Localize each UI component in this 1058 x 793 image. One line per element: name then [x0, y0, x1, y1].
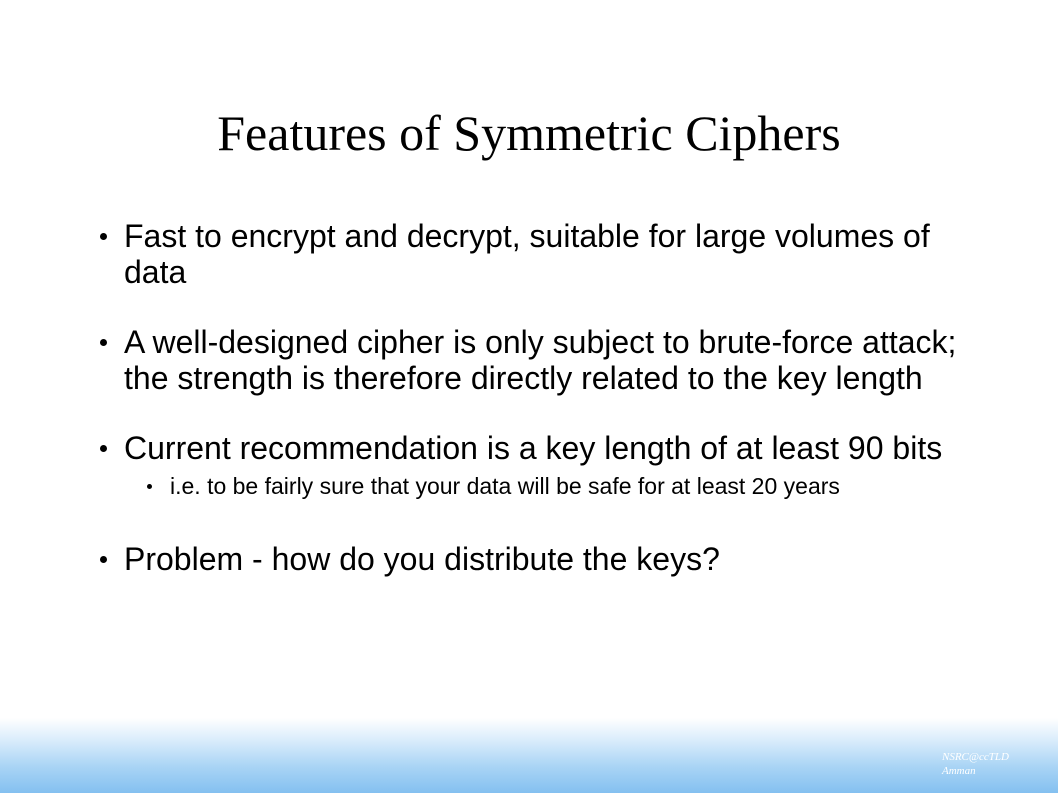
bullet-list — [100, 218, 1000, 611]
footer-line-2: Amman — [942, 765, 976, 777]
bullet-item — [100, 430, 1000, 501]
bullet-text: Fast to encrypt and decrypt, suitable for large volumes of data — [124, 218, 930, 290]
bullet-dot-icon — [100, 445, 107, 452]
footer-line-1: NSRC@ccTLD — [942, 751, 1009, 763]
bullet-dot-icon — [100, 339, 107, 346]
sub-bullet-item — [124, 472, 1000, 501]
slide-title: Features of Symmetric Ciphers — [217, 105, 841, 161]
bullet-item — [100, 324, 1000, 396]
bullet-text: Current recommendation is a key length of at least 90 bits — [124, 430, 943, 466]
bullet-item — [100, 541, 1000, 577]
bullet-dot-icon — [100, 233, 107, 240]
sub-bullet-dot-icon — [147, 484, 152, 489]
bullet-text: Problem - how do you distribute the keys? — [124, 541, 720, 577]
footer-credit — [942, 750, 1009, 778]
bullet-item — [100, 218, 1000, 290]
footer-band — [0, 718, 1058, 793]
sub-bullet-text: i.e. to be fairly sure that your data will be safe for at least 20 years — [170, 473, 840, 499]
bullet-dot-icon — [100, 556, 107, 563]
bullet-text: A well-designed cipher is only subject to brute-force attack; the strength is therefore directly related to the key length — [124, 324, 957, 396]
